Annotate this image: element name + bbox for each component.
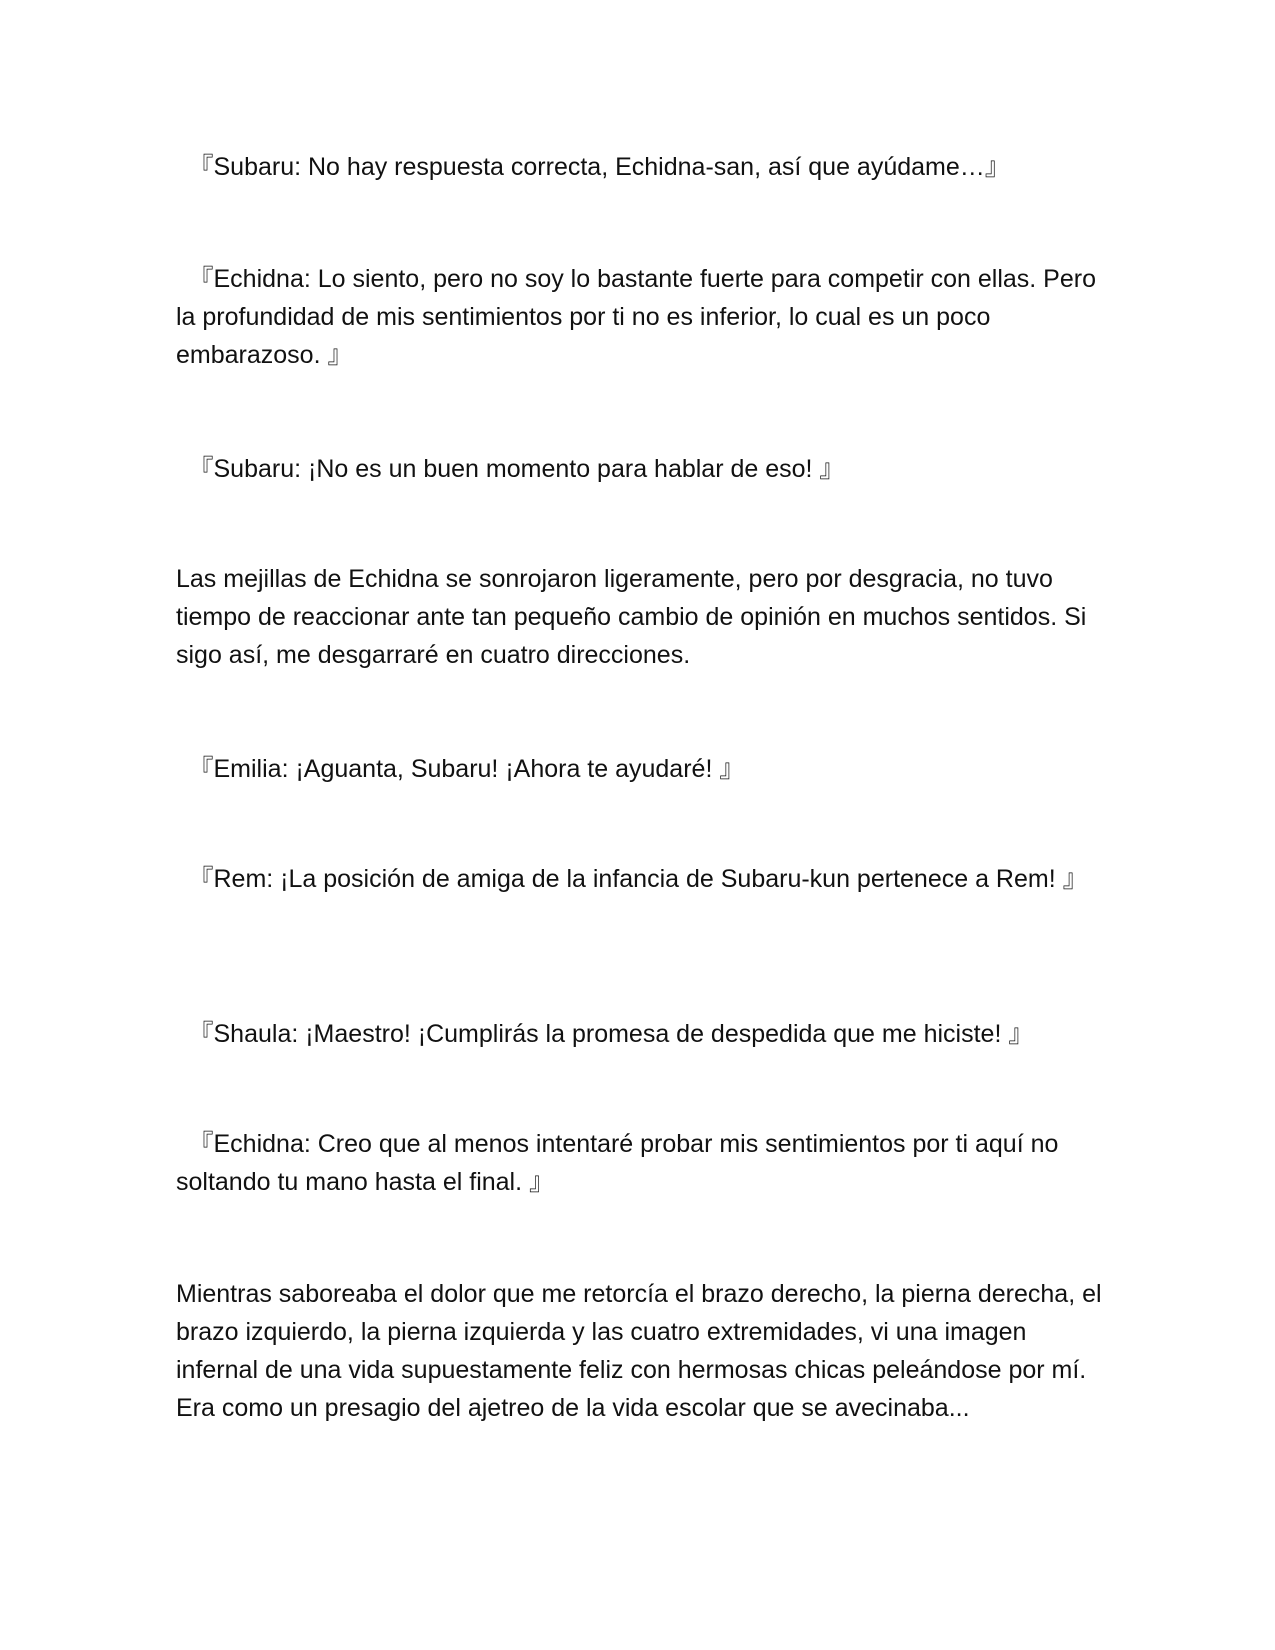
dialogue-emilia: 『Emilia: ¡Aguanta, Subaru! ¡Ahora te ayudaré! 』 bbox=[176, 755, 745, 783]
dialogue-subaru-1: 『Subaru: No hay respuesta correcta, Echidna-san, así que ayúdame…』 bbox=[176, 153, 1010, 181]
narration-paragraph-1: Las mejillas de Echidna se sonrojaron ligeramente, pero por desgracia, no tuvo tiempo de reaccionar ante tan pequeño cambio de opinión en muchos sentidos. Si sigo así, me desgarraré en cuatro direcciones. bbox=[176, 565, 1087, 669]
narration-paragraph-2: Mientras saboreaba el dolor que me retorcía el brazo derecho, la pierna derecha, el brazo izquierdo, la pierna izquierda y las cuatro extremidades, vi una imagen infernal de una vida supuestamente feliz con hermosas chicas peleándose por mí. Era como un presagio del ajetreo de la vida escolar que se avecinaba... bbox=[176, 1280, 1102, 1422]
dialogue-echidna-1: 『Echidna: Lo siento, pero no soy lo bastante fuerte para competir con ellas. Pero la profundidad de mis sentimientos por ti no es inferior, lo cual es un poco embarazoso. 』 bbox=[176, 265, 1096, 369]
dialogue-echidna-2: 『Echidna: Creo que al menos intentaré probar mis sentimientos por ti aquí no soltando tu mano hasta el final. 』 bbox=[176, 1130, 1059, 1196]
dialogue-subaru-2: 『Subaru: ¡No es un buen momento para hablar de eso! 』 bbox=[176, 455, 845, 483]
dialogue-shaula: 『Shaula: ¡Maestro! ¡Cumplirás la promesa de despedida que me hiciste! 』 bbox=[176, 1020, 1034, 1048]
dialogue-rem: 『Rem: ¡La posición de amiga de la infancia de Subaru-kun pertenece a Rem! 』 bbox=[176, 865, 1088, 893]
